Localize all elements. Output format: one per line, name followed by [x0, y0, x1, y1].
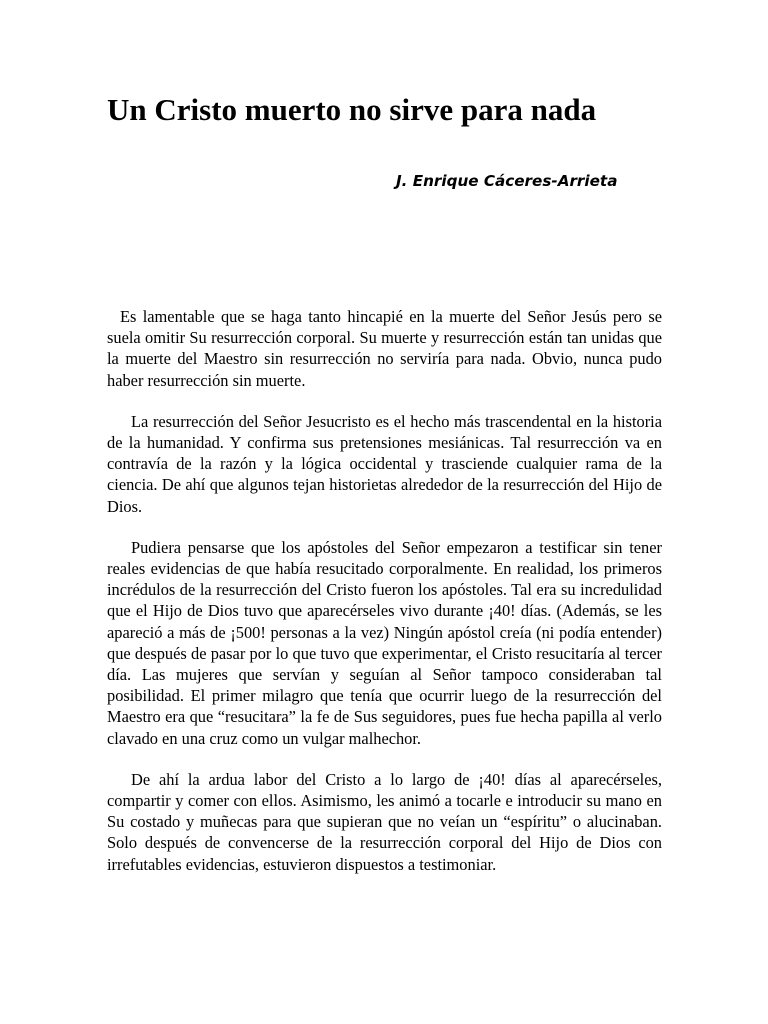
document-body: [107, 306, 662, 895]
paragraph-3: Pudiera pensarse que los apóstoles del Señor empezaron a testificar sin tener reales evidencias de que había resucitado corporalmente. En realidad, los primeros incrédulos de la resurrección del Cristo fueron los apóstoles. Tal era su incredulidad que el Hijo de Dios tuvo que aparecérseles vivo durante ¡40! días. (Además, se les apareció a más de ¡500! personas a la vez) Ningún apóstol creía (ni podía entender) que después de pasar por lo que tuvo que experimentar, el Cristo resucitaría al tercer día. Las mujeres que servían y seguían al Señor tampoco consideraban tal posibilidad. El primer milagro que tenía que ocurrir luego de la resurrección del Maestro era que “resucitara” la fe de Sus seguidores, pues fue hecha papilla al verlo clavado en una cruz como un vulgar malhechor.: [107, 537, 662, 748]
document-author: J. Enrique Cáceres-Arrieta: [396, 172, 618, 190]
paragraph-4: De ahí la ardua labor del Cristo a lo largo de ¡40! días al aparecérseles, compartir y comer con ellos. Asimismo, les animó a tocarle e introducir su mano en Su costado y muñecas para que supieran que no veían un “espíritu” o alucinaban. Solo después de convencerse de la resurrección corporal del Hijo de Dios con irrefutables evidencias, estuvieron dispuestos a testimoniar.: [107, 769, 662, 874]
document-title: Un Cristo muerto no sirve para nada: [107, 92, 597, 127]
paragraph-1: Es lamentable que se haga tanto hincapié en la muerte del Señor Jesús pero se suela omitir Su resurrección corporal. Su muerte y resurrección están tan unidas que la muerte del Maestro sin resurrección no serviría para nada. Obvio, nunca pudo haber resurrección sin muerte.: [107, 307, 662, 390]
paragraph-2: La resurrección del Señor Jesucristo es el hecho más trascendental en la historia de la humanidad. Y confirma sus pretensiones mesiánicas. Tal resurrección va en contravía de la razón y la lógica occidental y trasciende cualquier rama de la ciencia. De ahí que algunos tejan historietas alrededor de la resurrección del Hijo de Dios.: [107, 411, 662, 516]
